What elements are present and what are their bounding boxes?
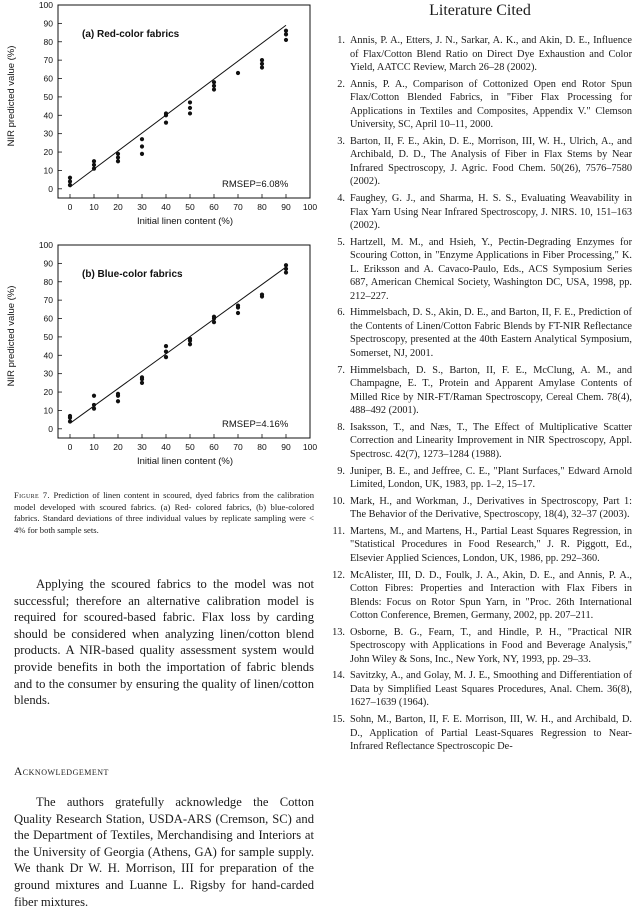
reference-text: Hartzell, M. M., and Hsieh, Y., Pectin-Degrading Enzymes for Scouring Cotton, in "Enzyme Applications in Fiber Processing," K. L. Eriksson and A. Cavaco-Paulo, Eds., ACS Symposium Series 687, American Chemical Society, Washington DC, USA, 1998, pp. 212–227.: [350, 236, 632, 302]
data-point: [188, 111, 192, 115]
reference-list: [330, 34, 632, 896]
data-point: [140, 137, 144, 141]
data-point: [212, 320, 216, 324]
data-point: [260, 293, 264, 297]
x-tick-label: 80: [257, 442, 267, 452]
x-tick-label: 100: [302, 442, 318, 452]
data-point: [212, 315, 216, 319]
reference-item: [330, 495, 632, 522]
reference-number: 4.: [337, 193, 345, 205]
reference-number: 1.: [337, 35, 345, 46]
y-tick-label: 70: [43, 55, 53, 66]
y-tick-label: 50: [43, 331, 53, 342]
data-point: [164, 111, 168, 115]
y-tick-label: 40: [43, 110, 53, 121]
y-tick-label: 100: [38, 0, 53, 10]
y-tick-label: 20: [43, 147, 53, 158]
y-tick-label: 90: [43, 18, 53, 29]
y-tick-label: 100: [38, 240, 53, 250]
reference-item: [330, 465, 632, 492]
x-tick-label: 100: [302, 202, 318, 212]
x-tick-label: 20: [113, 442, 123, 452]
y-tick-label: 0: [48, 183, 53, 194]
x-tick-label: 10: [89, 442, 99, 452]
data-point: [236, 311, 240, 315]
reference-item: [330, 364, 632, 418]
reference-number: 5.: [337, 236, 345, 248]
reference-number: 7.: [337, 364, 345, 376]
y-tick-label: 20: [43, 387, 53, 398]
y-tick-label: 80: [43, 276, 53, 287]
y-tick-label: 40: [43, 350, 53, 361]
reference-text: McAlister, III, D. D., Foulk, J. A., Akin, D. E., and Annis, P. A., Cotton Fibres: Properties and Interaction with Flax Fibers in Blends: Focus on Rotor Spun Yarn, in "Proc. 26th International Cotton Conference, Bremen, Germany, 2002, pp. 207–211.: [350, 569, 632, 622]
reference-text: Annis, P. A., Etters, J. N., Sarkar, A. K., and Akin, D. E., Influence of Flax/Cotton Blend Ratio on Direct Dye Exhaustion and Color Yield, AATCC Review, March 26–28 (2002).: [350, 35, 632, 73]
reference-number: 2.: [337, 78, 345, 90]
chart-blue-fabrics: [0, 240, 318, 472]
data-point: [212, 84, 216, 88]
reference-item: [330, 525, 632, 566]
y-tick-label: 60: [43, 313, 53, 324]
data-point: [116, 392, 120, 396]
x-tick-label: 0: [67, 442, 73, 452]
x-axis-label: Initial linen content (%): [136, 216, 234, 227]
x-tick-label: 80: [257, 202, 267, 212]
data-point: [164, 355, 168, 359]
data-point: [116, 155, 120, 159]
reference-number: 14.: [332, 670, 345, 682]
reference-number: 8.: [337, 421, 345, 433]
y-tick-label: 50: [43, 91, 53, 102]
reference-text: Himmelsbach, D. S., Akin, D. E., and Barton, II, F. E., Prediction of the Contents of Linen/Cotton Fabric Blends by FT-NIR Reflectance Spectroscopy, presented at the 40th Eastern Analytical Symposium, Somerset, NJ, 2001.: [350, 307, 632, 359]
reference-text: Isaksson, T., and Næs, T., The Effect of Multiplicative Scatter Correction and Linearity Improvement in NIR Spectroscopy, Appl. Spectrosc. 42(7), 1273–1284 (1988).: [350, 421, 632, 460]
reference-number: 11.: [332, 525, 345, 537]
data-point: [116, 399, 120, 403]
reference-item: [330, 626, 632, 667]
reference-item: [330, 236, 632, 304]
chart-blue-svg: [0, 240, 318, 472]
data-point: [68, 176, 72, 180]
chart-red-svg: [0, 0, 318, 232]
reference-item: [330, 669, 632, 710]
data-point: [284, 32, 288, 36]
x-tick-label: 60: [209, 202, 219, 212]
x-tick-label: 90: [281, 202, 291, 212]
chart-title: (b) Blue-color fabrics: [82, 269, 183, 280]
literature-cited-title: Literature Cited: [429, 2, 531, 19]
data-point: [92, 159, 96, 163]
data-point: [284, 29, 288, 33]
reference-item: [330, 135, 632, 189]
x-tick-label: 70: [233, 202, 243, 212]
rmsep-annotation: RMSEP=4.16%: [222, 419, 289, 430]
data-point: [92, 403, 96, 407]
data-point: [92, 166, 96, 170]
reference-text: Mark, H., and Workman, J., Derivatives in Spectroscopy, Part 1: The Behavior of the Derivative, Spectroscopy, 18(4), 32–37 (2003).: [350, 495, 632, 521]
reference-number: 12.: [332, 569, 345, 581]
acknowledgement-heading: Acknowledgement: [14, 766, 109, 778]
data-point: [140, 375, 144, 379]
data-point: [164, 121, 168, 125]
data-point: [188, 100, 192, 104]
chart-red-fabrics: [0, 0, 318, 232]
reference-text: Martens, M., and Martens, H., Partial Least Squares Regression, in "Statistical Procedures in Food Research," J. R. Piggott, Ed., Elsevier Applied Sciences, London, UK, 1986, pp. 292–360.: [350, 525, 632, 564]
figure-caption: [14, 490, 314, 536]
data-point: [188, 342, 192, 346]
data-point: [92, 406, 96, 410]
data-point: [164, 350, 168, 354]
data-point: [68, 414, 72, 418]
y-tick-label: 30: [43, 368, 53, 379]
x-tick-label: 0: [67, 202, 73, 212]
data-point: [212, 87, 216, 91]
y-tick-label: 0: [48, 423, 53, 434]
fit-line: [70, 25, 286, 187]
reference-item: [330, 306, 632, 360]
y-tick-label: 10: [43, 165, 53, 176]
data-point: [284, 263, 288, 267]
chart-title: (a) Red-color fabrics: [82, 29, 180, 40]
reference-number: 10.: [332, 495, 345, 507]
rmsep-annotation: RMSEP=6.08%: [222, 179, 289, 190]
reference-item: [330, 569, 632, 623]
reference-number: 15.: [332, 714, 345, 726]
reference-text: Savitzky, A., and Golay, M. J. E., Smoothing and Differentiation of Data by Simplified Least Squares Procedures, Anal. Chem. 36(8), 1627–1639 (1964).: [350, 670, 632, 709]
data-point: [236, 304, 240, 308]
reference-text: Osborne, B. G., Fearn, T., and Hindle, P. H., "Practical NIR Spectroscopy with Applications in Food and Beverage Analysis," John Wiley & Sons, Inc., New York, NY, 1993, pp. 29–33.: [350, 626, 632, 665]
reference-text: Barton, II, F. E., Akin, D. E., Morrison, III, W. H., Ulrich, A., and Archibald, D. D., The Analysis of Fiber in Flax Stems by Near Infrared Spectroscopy, J. Agric. Food Chem. 50(26), 7576–7580 (2002).: [350, 135, 632, 188]
x-tick-label: 70: [233, 442, 243, 452]
reference-number: 13.: [332, 626, 345, 638]
data-point: [116, 159, 120, 163]
x-tick-label: 90: [281, 442, 291, 452]
reference-number: 6.: [337, 307, 345, 319]
fit-line: [70, 267, 286, 423]
data-point: [92, 163, 96, 167]
reference-text: Juniper, B. E., and Jeffree, C. E., "Plant Surfaces," Edward Arnold Limited, London, UK, 1983, pp. 1–2, 15–17.: [350, 465, 632, 490]
reference-text: Faughey, G. J., and Sharma, H. S. S., Evaluating Weavability in Flax Yarn Using Near Infrared Spectroscopy, J. NIRS. 10, 151–163 (2002).: [350, 193, 632, 232]
reference-item: [330, 421, 632, 462]
data-point: [284, 270, 288, 274]
data-point: [140, 144, 144, 148]
caption-label: Figure 7.: [14, 490, 50, 500]
data-point: [164, 344, 168, 348]
x-tick-label: 40: [161, 202, 171, 212]
y-tick-label: 70: [43, 295, 53, 306]
x-tick-label: 40: [161, 442, 171, 452]
reference-item: [330, 78, 632, 132]
y-tick-label: 60: [43, 73, 53, 84]
data-point: [212, 80, 216, 84]
y-tick-label: 80: [43, 36, 53, 47]
data-point: [92, 394, 96, 398]
y-axis-label: NIR predicted value (%): [6, 45, 17, 147]
reference-text: Sohn, M., Barton, II, F. E. Morrison, III, W. H., and Archibald, D. D., Application of Partial Least-Squares Regression to Near-Infrared Reflectance Spectroscopic De-: [350, 714, 632, 753]
data-point: [284, 267, 288, 271]
data-point: [284, 38, 288, 42]
data-point: [236, 71, 240, 75]
data-point: [188, 337, 192, 341]
data-point: [140, 381, 144, 385]
x-tick-label: 50: [185, 442, 195, 452]
acknowledgement-paragraph: The authors gratefully acknowledge the Cotton Quality Research Station, USDA-ARS (Cremson, SC) and the Department of Textiles, Merchandising and Interiors at the University of Georgia (Athens, GA) for sample supply. We thank Dr W. H. Morrison, III for preparation of the ground mixtures and Luanne L. Rigsby for hand-carded fiber mixtures.: [14, 795, 314, 909]
data-point: [260, 58, 264, 62]
y-axis-label: NIR predicted value (%): [6, 285, 17, 387]
y-tick-label: 90: [43, 258, 53, 269]
x-tick-label: 60: [209, 442, 219, 452]
data-point: [188, 106, 192, 110]
x-tick-label: 30: [137, 202, 147, 212]
reference-number: 9.: [337, 465, 345, 477]
conclusion-paragraph: Applying the scoured fabrics to the model was not successful; therefore an alternative calibration model is required for scoured-based fabric. Flax loss by carding should be considered when analyzing linen/cotton blend products. A NIR-based quality assessment system would provide benefits in both the importation of fabric blends and to the consumer by ensuring the quality of linen/cotton blends.: [14, 577, 314, 708]
reference-number: 3.: [337, 135, 345, 147]
x-tick-label: 30: [137, 442, 147, 452]
y-tick-label: 10: [43, 405, 53, 416]
data-point: [140, 152, 144, 156]
data-point: [260, 65, 264, 69]
reference-item: [330, 713, 632, 754]
reference-text: Himmelsbach, D. S., Barton, II, F. E., McClung, A. M., and Champagne, E. T., Protein and Apparent Amylase Contents of Milled Rice by NIR-FT/Raman Spectroscopy, Cereal Chem. 78(4), 488–492 (2001).: [350, 364, 632, 417]
y-tick-label: 30: [43, 128, 53, 139]
data-point: [68, 419, 72, 423]
reference-item: [330, 192, 632, 233]
reference-item: [330, 34, 632, 75]
x-axis-label: Initial linen content (%): [136, 456, 234, 467]
reference-text: Annis, P. A., Comparison of Cottonized Open end Rotor Spun Flax/Cotton Blended Fabrics, in "Fiber Flax Processing for Applications in Textiles and Composites, Appendix V." Clemson University, SC, April 10–11, 2000.: [350, 78, 632, 131]
x-tick-label: 20: [113, 202, 123, 212]
x-tick-label: 50: [185, 202, 195, 212]
caption-text: Prediction of linen content in scoured, dyed fabrics from the calibration model developed with scoured fabrics. (a) Red- colored fabrics, (b) blue-colored fabrics. Standard deviations of three individual values by replicate sampling were < 4% for both sample sets.: [14, 490, 314, 535]
data-point: [68, 183, 72, 187]
data-point: [68, 179, 72, 183]
x-tick-label: 10: [89, 202, 99, 212]
data-point: [260, 62, 264, 66]
data-point: [116, 152, 120, 156]
